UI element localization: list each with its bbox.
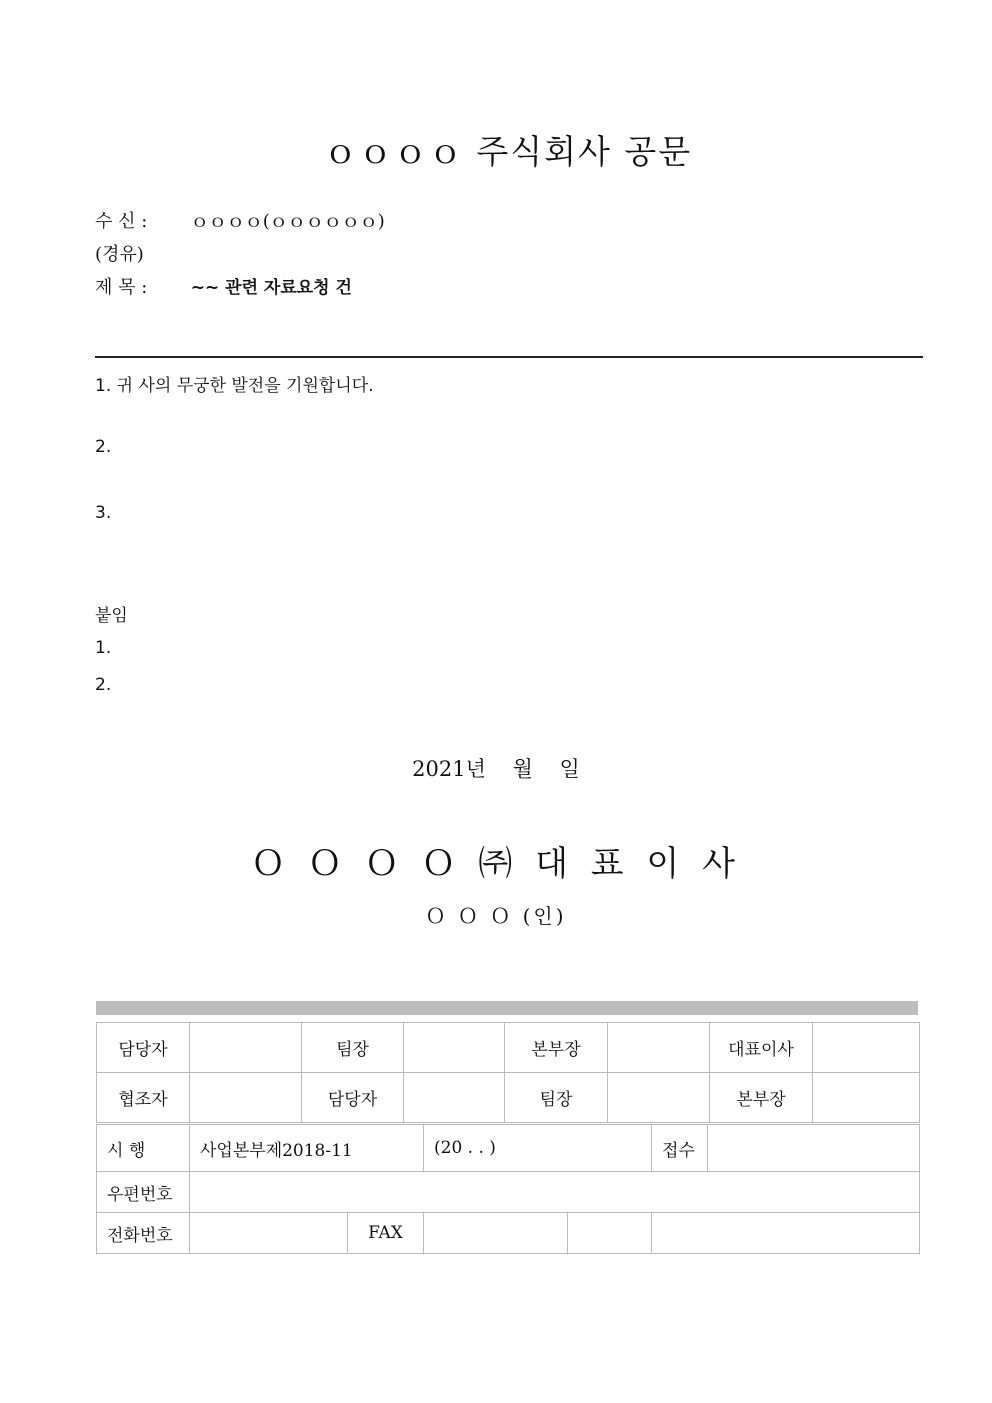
approval-cell-label: 대표이사 [710,1023,813,1073]
approval-sign-box[interactable] [608,1023,710,1073]
subject-row [95,273,352,299]
attachment-item-1: 1. [95,638,112,658]
body-paragraph-1: 1. 귀 사의 무궁한 발전을 기원합니다. [95,376,374,396]
execution-table [96,1124,920,1254]
issue-date [0,753,992,783]
approval-cell-label: 담당자 [302,1073,404,1123]
phone-extra-cell-2 [652,1213,920,1254]
body-paragraph-3: 3. [95,503,112,523]
document-title: ｏｏｏｏ 주식회사 공문 [323,132,693,171]
approval-sign-box[interactable] [813,1073,920,1123]
exec-date: (20 . . ) [424,1125,652,1172]
approval-cell-label: 팀장 [505,1073,608,1123]
table-header-bar [96,1001,918,1015]
exec-label: 시 행 [97,1125,190,1172]
via-row [95,240,144,266]
receipt-label: 접수 [652,1125,708,1172]
recipient-row [95,207,385,233]
subject-label: 제 목 : [95,277,148,298]
approval-sign-box[interactable] [190,1023,302,1073]
approval-sign-box[interactable] [190,1073,302,1123]
fax-value[interactable] [424,1213,568,1254]
exec-row [97,1125,920,1172]
approval-sign-box[interactable] [404,1073,505,1123]
recipient-label: 수 신 : [95,211,148,232]
phone-row [97,1213,920,1254]
approval-cell-label: 담당자 [97,1023,190,1073]
phone-value[interactable] [190,1213,348,1254]
date-day: 일 [559,757,580,781]
attachment-item-2: 2. [95,675,112,695]
postal-value[interactable] [190,1172,920,1213]
approval-cell-label: 본부장 [505,1023,608,1073]
company-signature: Ｏ Ｏ Ｏ Ｏ ㈜ 대 표 이 사 [251,844,741,884]
attachment-title: 붙임 [95,606,128,626]
approval-table [96,1022,920,1123]
date-year: 2021년 [412,757,486,781]
approval-sign-box[interactable] [608,1073,710,1123]
approval-cell-label: 본부장 [710,1073,813,1123]
approval-row-1 [97,1023,920,1073]
phone-extra-cell [568,1213,652,1254]
header-divider [95,356,923,358]
subject-value: ~~ 관련 자료요청 건 [190,278,352,298]
phone-label: 전화번호 [97,1213,190,1254]
postal-label: 우편번호 [97,1172,190,1213]
approval-sign-box[interactable] [404,1023,505,1073]
recipient-value: ｏｏｏｏ(ｏｏｏｏｏｏ) [190,211,385,232]
approval-sign-box[interactable] [813,1023,920,1073]
fax-label: FAX [348,1213,424,1254]
via-label: (경유) [95,244,144,265]
receipt-value[interactable] [708,1125,920,1172]
approval-cell-label: 팀장 [302,1023,404,1073]
approval-row-2 [97,1073,920,1123]
ceo-name: Ｏ Ｏ Ｏ (인) [425,904,567,928]
approval-cell-label: 협조자 [97,1073,190,1123]
postal-row [97,1172,920,1213]
doc-number: 사업본부제2018-11 [190,1125,424,1172]
body-paragraph-2: 2. [95,437,112,457]
date-month: 월 [512,757,533,781]
